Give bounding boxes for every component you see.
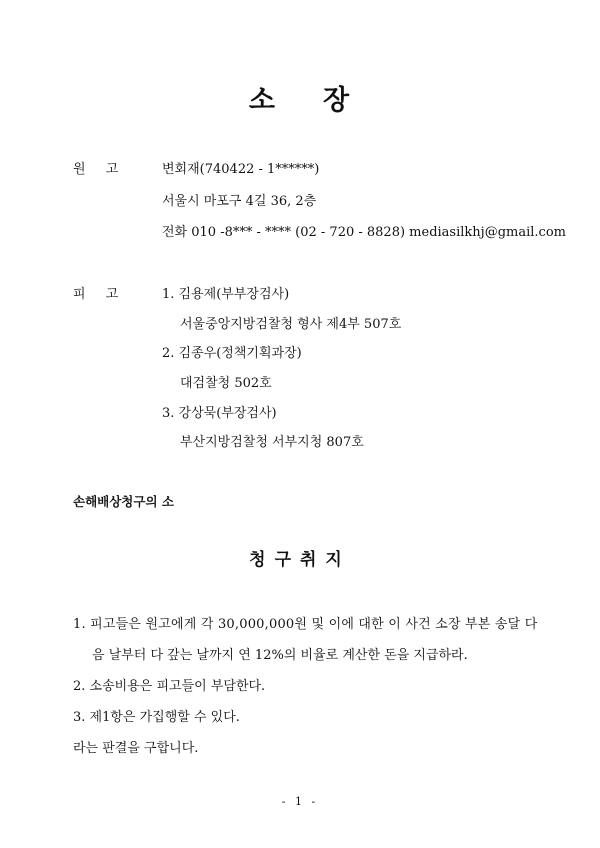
plaintiff-phone: 전화 010 -8*** - **** (02 - 720 - 8828) mediasilkhj@gmail.com (162, 225, 566, 240)
claim-line-2: 음 날부터 다 갚는 날까지 연 12%의 비율로 계산한 돈을 지급하라. (92, 648, 468, 663)
claim-heading: 청구취지 (249, 550, 351, 570)
defendant-3-address: 부산지방검찰청 서부지청 807호 (180, 435, 364, 450)
claim-line-5: 라는 판결을 구합니다. (73, 741, 199, 756)
case-name: 손해배상청구의 소 (73, 494, 174, 509)
defendant-1-address: 서울중앙지방검찰청 형사 제4부 507호 (180, 317, 402, 332)
title-char-1: 소 (248, 85, 277, 116)
plaintiff-label: 원 고 (73, 162, 127, 177)
claim-line-1: 1. 피고들은 원고에게 각 30,000,000원 및 이에 대한 이 사건 소장 부본 송달 다 (73, 617, 538, 632)
title-char-2: 장 (323, 85, 352, 116)
claim-line-4: 3. 제1항은 가집행할 수 있다. (73, 710, 240, 725)
plaintiff-address: 서울시 마포구 4길 36, 2층 (162, 194, 317, 209)
document-title (0, 78, 600, 117)
page-number: - 1 - (281, 795, 319, 808)
defendant-3-name: 3. 강상묵(부장검사) (162, 406, 277, 421)
claim-line-3: 2. 소송비용은 피고들이 부담한다. (73, 679, 266, 694)
defendant-label: 피 고 (73, 287, 127, 302)
defendant-2-name: 2. 김종우(정책기획과장) (162, 346, 302, 361)
plaintiff-name: 변회재(740422 - 1******) (162, 162, 320, 177)
defendant-2-address: 대검찰청 502호 (180, 376, 272, 391)
defendant-1-name: 1. 김용제(부부장검사) (162, 287, 290, 302)
